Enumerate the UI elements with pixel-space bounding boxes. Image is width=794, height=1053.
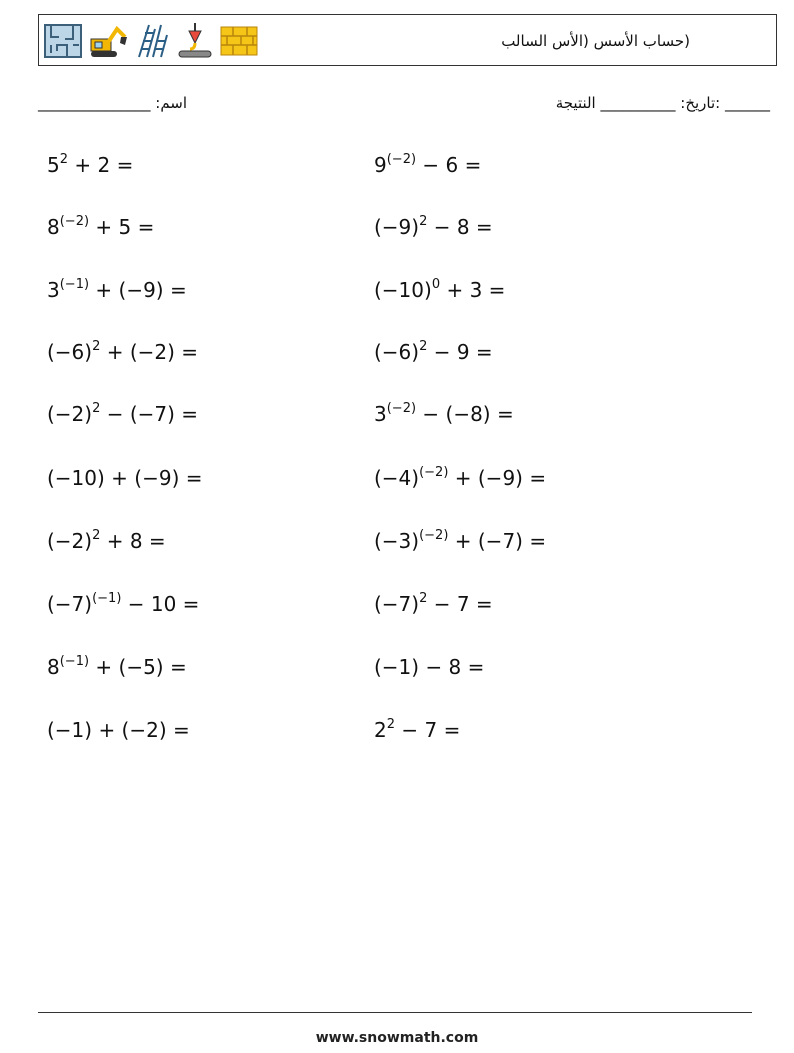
problem-right-2: $(-9)^2 - 8$ = — [374, 214, 493, 239]
problem-left-3: $3^{(-1)} + (-9)$ = — [47, 277, 187, 302]
problem-right-9: (−1) − 8 = — [374, 655, 485, 679]
problem-left-2: $8^{(-2)} + 5$ = — [47, 214, 155, 239]
worksheet-title: (حساب الأسس (الأس السالب — [501, 32, 690, 50]
problem-left-10: (−1) + (−2) = — [47, 718, 190, 742]
problem-left-9: $8^{(-1)} + (-5)$ = — [47, 654, 187, 679]
crane-hook-icon — [175, 23, 215, 59]
problem-left-7: $(-2)^2 + 8$ = — [47, 528, 166, 553]
footer-rule — [38, 1012, 752, 1013]
problem-left-6: (−10) + (−9) = — [47, 466, 203, 490]
problem-right-4: $(-6)^2 - 9$ = — [374, 339, 493, 364]
date-score-field: ______ :تاريخ: __________ النتيجة — [555, 94, 770, 112]
maze-icon — [43, 23, 83, 59]
bricks-icon — [219, 23, 259, 59]
ladder-icon — [131, 23, 171, 59]
problem-right-6: $(-4)^{(-2)} + (-9)$ = — [374, 465, 547, 490]
name-field: اسم: _______________ — [38, 94, 188, 112]
footer-url: www.snowmath.com — [315, 1030, 479, 1046]
header-box — [38, 14, 777, 66]
problem-right-10: $2^2 - 7$ = — [374, 717, 461, 742]
problem-right-5: $3^{(-2)} - (-8)$ = — [374, 401, 514, 426]
problem-left-1: $5^2 + 2$ = — [47, 152, 134, 177]
problem-right-3: $(-10)^0 + 3$ = — [374, 277, 506, 302]
problem-right-8: $(-7)^2 - 7$ = — [374, 591, 493, 616]
problem-left-4: $(-6)^2 + (-2)$ = — [47, 339, 199, 364]
problem-left-5: $(-2)^2 - (-7)$ = — [47, 401, 199, 426]
problem-right-1: $9^{(-2)} - 6$ = — [374, 152, 482, 177]
problem-left-8: $(-7)^{(-1)} - 10$ = — [47, 591, 200, 616]
problem-right-7: $(-3)^{(-2)} + (-7)$ = — [374, 528, 547, 553]
excavator-icon — [87, 23, 127, 59]
header-icons — [43, 23, 259, 59]
